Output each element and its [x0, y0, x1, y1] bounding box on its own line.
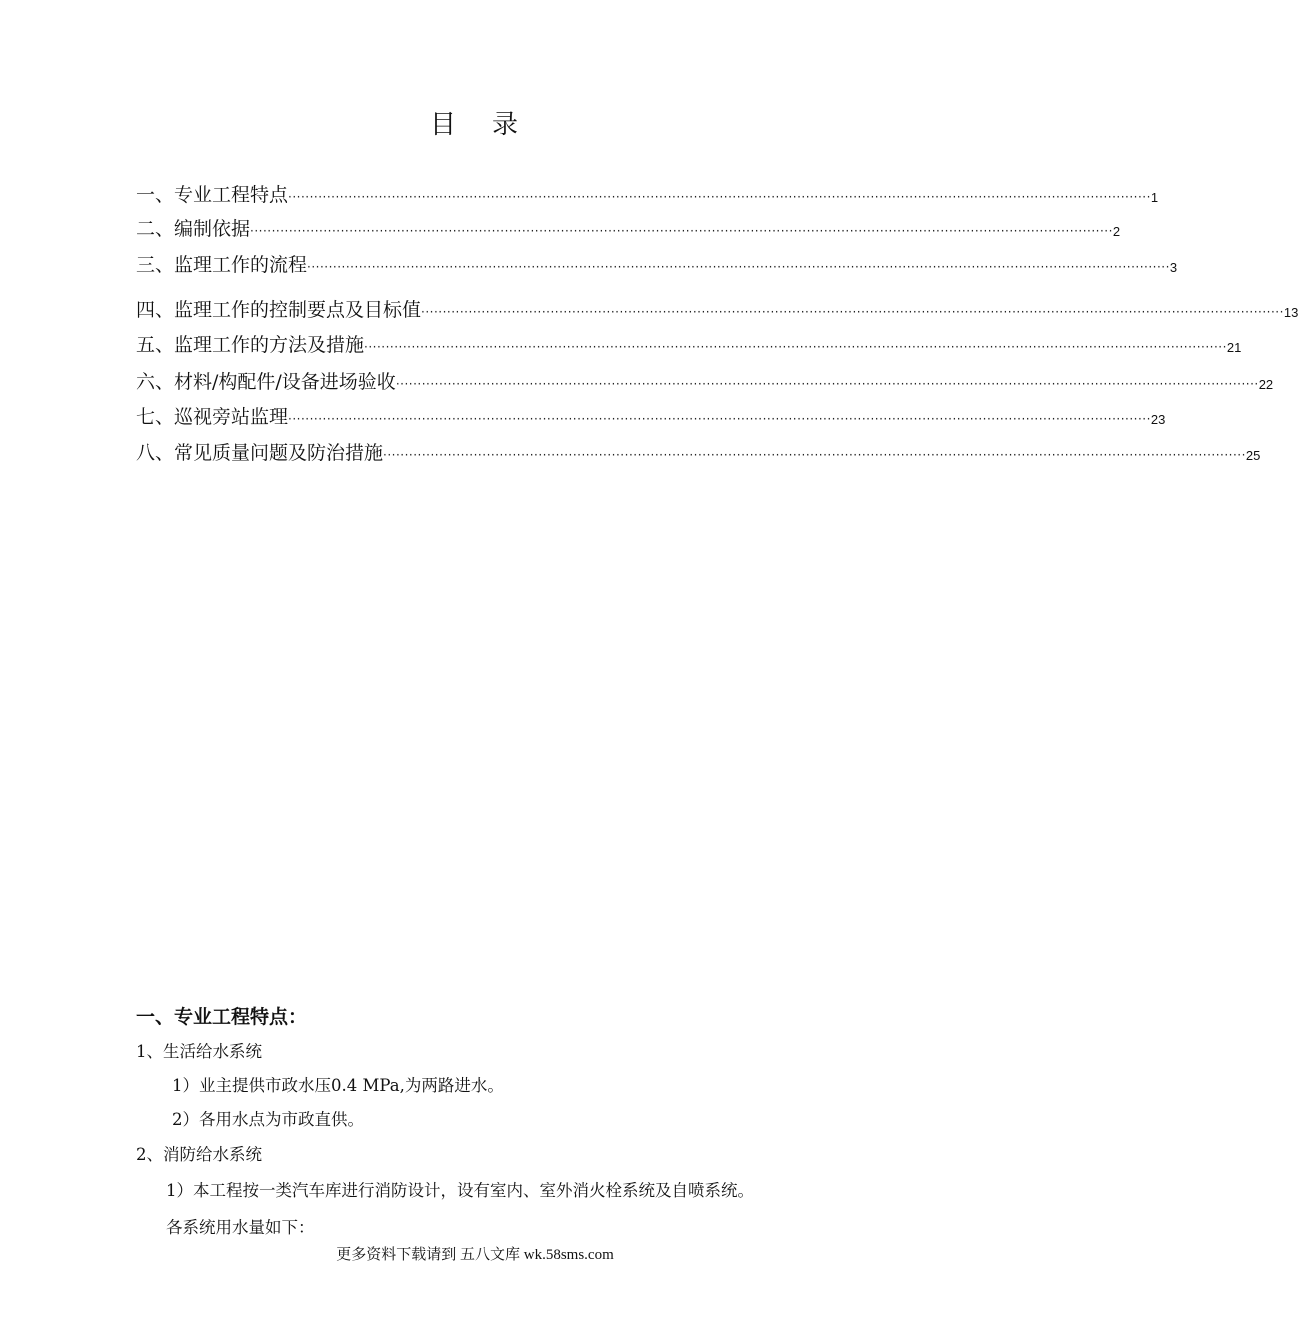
toc-leader-dots: ········································································································································································································	[383, 448, 1246, 462]
toc-leader-dots: ········································································································································································································	[421, 305, 1284, 319]
toc-entry-label: 二、编制依据	[136, 218, 251, 240]
paragraph-line: 1）本工程按一类汽车库进行消防设计，设有室内、室外消火栓系统及自喷系统。	[166, 1181, 754, 1200]
toc-entry-label: 四、监理工作的控制要点及目标值	[136, 299, 422, 321]
toc-entry-page: 22	[1258, 377, 1274, 392]
toc-entry[interactable]	[136, 332, 1242, 358]
toc-entry-label: 一、专业工程特点	[136, 184, 289, 206]
paragraph-line: 2）各用水点为市政直供。	[172, 1110, 364, 1129]
paragraph-line: 1、生活给水系统	[136, 1042, 262, 1061]
toc-entry[interactable]	[136, 369, 1274, 395]
toc-leader-dots: ········································································································································································································	[307, 260, 1170, 274]
toc-entry-page: 21	[1226, 340, 1242, 355]
toc-leader-dots: ········································································································································································································	[288, 190, 1151, 204]
toc-entry-label: 七、巡视旁站监理	[136, 406, 289, 428]
paragraph-line: 1）业主提供市政水压0.4 MPa,为两路进水。	[172, 1076, 504, 1095]
toc-entry-page: 25	[1245, 448, 1261, 463]
toc-title	[0, 104, 950, 141]
section-heading: 一、专业工程特点：	[136, 1006, 308, 1028]
paragraph-line: 2、消防给水系统	[136, 1145, 262, 1164]
toc-entry-page: 1	[1150, 190, 1159, 205]
toc-leader-dots: ········································································································································································································	[288, 412, 1151, 426]
toc-title-char-2: 录	[492, 110, 521, 140]
toc-entry-label: 三、监理工作的流程	[136, 254, 308, 276]
toc-entry[interactable]	[136, 182, 1159, 208]
toc-entry[interactable]	[136, 297, 1298, 323]
toc-entry-label: 五、监理工作的方法及措施	[136, 334, 365, 356]
paragraph-line: 各系统用水量如下：	[166, 1218, 315, 1237]
footer-source-link[interactable]: 更多资料下载请到 五八文库 wk.58sms.com	[336, 1247, 614, 1263]
toc-entry[interactable]	[136, 404, 1166, 430]
toc-leader-dots: ········································································································································································································	[395, 377, 1259, 391]
toc-entry-label: 八、常见质量问题及防治措施	[136, 442, 384, 464]
toc-entry[interactable]	[136, 440, 1261, 466]
toc-entry-page: 13	[1283, 305, 1298, 320]
toc-leader-dots: ········································································································································································································	[250, 224, 1113, 238]
toc-entry[interactable]	[136, 216, 1121, 242]
toc-title-char-1: 目	[429, 110, 458, 140]
toc-entry-page: 2	[1112, 224, 1121, 239]
toc-leader-dots: ········································································································································································································	[364, 340, 1227, 354]
toc-entry-page: 3	[1169, 260, 1178, 275]
toc-entry-page: 23	[1150, 412, 1166, 427]
toc-entry-label: 六、材料/构配件/设备进场验收	[136, 371, 396, 393]
toc-entry[interactable]	[136, 252, 1178, 278]
